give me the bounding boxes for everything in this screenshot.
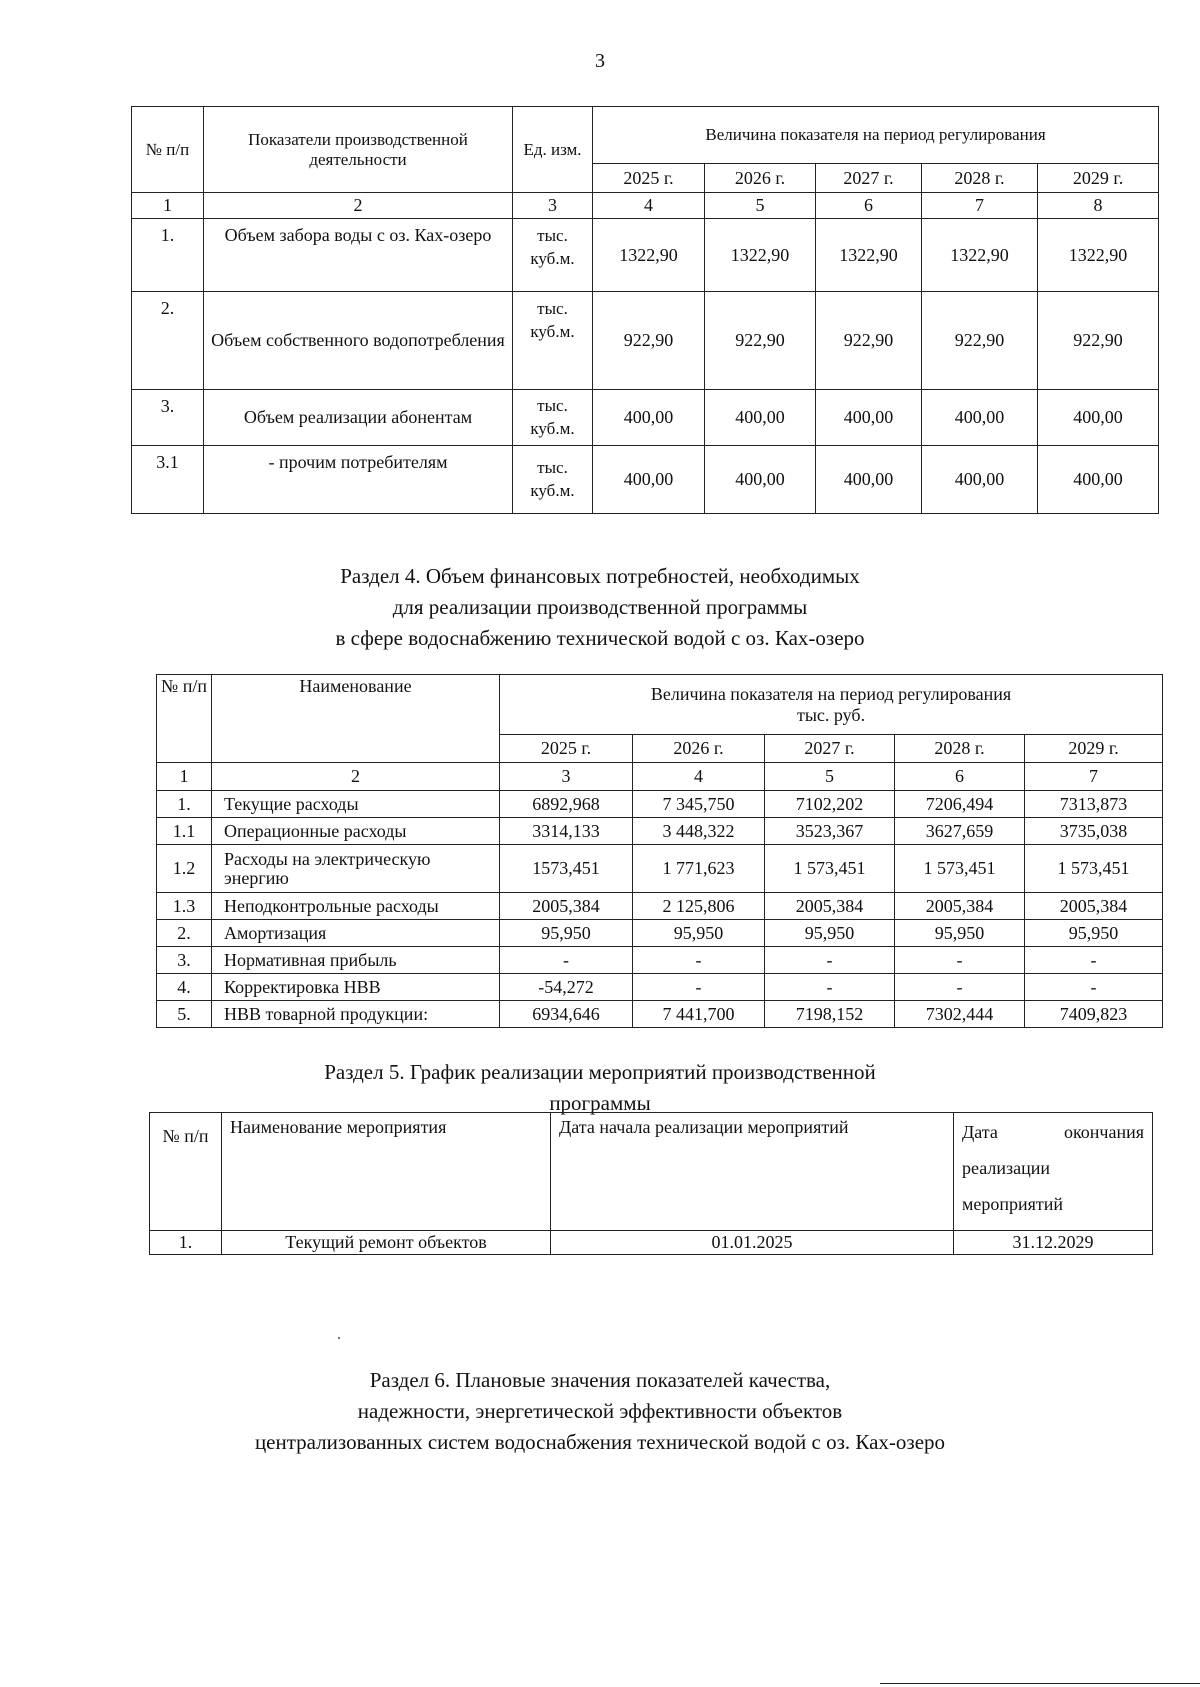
header-end-text: окончания [1063,1122,1144,1142]
heading-line: Раздел 4. Объем финансовых потребностей, необходимых [340,564,860,588]
table-row [150,1231,1153,1255]
header-name: Наименование [212,675,500,763]
header-year: 2029 г. [1038,164,1159,193]
section-4-heading [0,561,1200,654]
row-value: 922,90 [1038,292,1159,390]
header-units: тыс. руб. [796,704,866,725]
row-value: 922,90 [593,292,705,390]
row-value: - [1025,947,1163,974]
heading-line: Раздел 6. Плановые значения показателей качества, [369,1368,831,1392]
row-value: - [765,974,895,1001]
header-unit: Ед. изм. [513,107,593,193]
header-indicator: Показатели производственной деятельности [204,107,513,193]
row-value: 6934,646 [500,1001,633,1028]
row-name: Операционные расходы [212,818,500,845]
row-value: 400,00 [922,390,1038,446]
row-value: 95,950 [500,920,633,947]
row-value: 95,950 [1025,920,1163,947]
column-number: 6 [816,193,922,219]
table-row [132,292,1159,390]
row-num: 1.1 [157,818,212,845]
header-year: 2025 г. [500,735,633,763]
column-number: 4 [633,763,765,791]
table-row [157,818,1163,845]
header-end-text: Дата [962,1122,998,1142]
row-value: 3314,133 [500,818,633,845]
column-number: 3 [513,193,593,219]
row-name: Объем собственного водопотребления [204,292,513,390]
row-value: 1322,90 [593,219,705,292]
row-value: 7102,202 [765,791,895,818]
section-6-heading [0,1365,1200,1458]
table-row [157,845,1163,893]
row-value: 1573,451 [500,845,633,893]
row-value: 1322,90 [922,219,1038,292]
row-value: 400,00 [816,446,922,514]
heading-line: централизованных систем водоснабжения технической водой с оз. Ках-озеро [254,1430,946,1454]
row-value: 1 573,451 [895,845,1025,893]
column-number: 1 [132,193,204,219]
row-value: 1 573,451 [765,845,895,893]
header-year: 2026 г. [705,164,816,193]
page-number: 3 [595,50,605,72]
header-num: № п/п [150,1113,222,1231]
row-value: 7 345,750 [633,791,765,818]
column-number: 7 [922,193,1038,219]
row-num: 2. [157,920,212,947]
table-row [132,219,1159,292]
row-value: 3523,367 [765,818,895,845]
row-name: Объем забора воды с оз. Ках-озеро [204,219,513,292]
production-indicators-table [131,106,1159,514]
row-num: 1. [132,219,204,292]
row-value: 6892,968 [500,791,633,818]
row-unit: тыс. куб.м. [513,390,593,446]
row-value: 1322,90 [816,219,922,292]
row-value: - [633,974,765,1001]
row-start: 01.01.2025 [551,1231,954,1255]
row-value: 3 448,322 [633,818,765,845]
row-value: 3735,038 [1025,818,1163,845]
row-value: 400,00 [922,446,1038,514]
row-value: 2 125,806 [633,893,765,920]
row-value: 7206,494 [895,791,1025,818]
row-value: 922,90 [922,292,1038,390]
table-row [157,1001,1163,1028]
row-value: 7198,152 [765,1001,895,1028]
header-end-text: мероприятий [962,1194,1064,1214]
row-value: - [765,947,895,974]
row-name: Текущие расходы [212,791,500,818]
bottom-rule [880,1683,1200,1684]
row-value: 400,00 [1038,446,1159,514]
header-year: 2025 г. [593,164,705,193]
row-num: 1. [150,1231,222,1255]
row-value: 1 771,623 [633,845,765,893]
row-value: 7302,444 [895,1001,1025,1028]
heading-line: Раздел 5. График реализации мероприятий производственной [324,1060,876,1084]
row-num: 1.2 [157,845,212,893]
column-number: 5 [765,763,895,791]
column-number: 3 [500,763,633,791]
header-year: 2027 г. [765,735,895,763]
row-value: 400,00 [593,390,705,446]
heading-line: программы [549,1091,651,1115]
table-row [132,390,1159,446]
header-num: № п/п [157,675,212,763]
section-5-heading [0,1057,1200,1119]
row-end: 31.12.2029 [954,1231,1153,1255]
activities-schedule-table [149,1112,1153,1255]
row-name: Корректировка НВВ [212,974,500,1001]
heading-line: для реализации производственной программы [392,595,808,619]
row-name: - прочим потребителям [204,446,513,514]
row-num: 5. [157,1001,212,1028]
column-number: 6 [895,763,1025,791]
row-value: 922,90 [816,292,922,390]
header-end [954,1113,1153,1231]
row-value: - [895,947,1025,974]
row-value: 1322,90 [1038,219,1159,292]
row-value: 2005,384 [500,893,633,920]
row-value: 7 441,700 [633,1001,765,1028]
header-num: № п/п [132,107,204,193]
stray-dot [338,1337,340,1339]
header-start: Дата начала реализации мероприятий [551,1113,954,1231]
table-row [157,974,1163,1001]
row-value: 95,950 [895,920,1025,947]
row-num: 1. [157,791,212,818]
column-number: 2 [212,763,500,791]
row-num: 2. [132,292,204,390]
row-value: 400,00 [705,446,816,514]
column-number: 7 [1025,763,1163,791]
row-unit: тыс. куб.м. [513,219,593,292]
row-value: 922,90 [705,292,816,390]
row-value: 400,00 [1038,390,1159,446]
column-number: 5 [705,193,816,219]
row-value: - [500,947,633,974]
header-year: 2028 г. [922,164,1038,193]
table-row [157,920,1163,947]
row-value: 400,00 [705,390,816,446]
row-num: 3. [157,947,212,974]
column-number: 8 [1038,193,1159,219]
row-value: 7313,873 [1025,791,1163,818]
row-num: 1.3 [157,893,212,920]
row-value: - [895,974,1025,1001]
row-value: 1322,90 [705,219,816,292]
row-value: 400,00 [593,446,705,514]
row-name: НВВ товарной продукции: [212,1001,500,1028]
column-number-row [132,193,1159,219]
row-value: 2005,384 [895,893,1025,920]
header-period [500,675,1163,735]
header-year: 2027 г. [816,164,922,193]
column-number-row [157,763,1163,791]
financial-needs-table [156,674,1163,1028]
row-num: 4. [157,974,212,1001]
table-row [157,893,1163,920]
row-value: 7409,823 [1025,1001,1163,1028]
row-value: -54,272 [500,974,633,1001]
header-year: 2029 г. [1025,735,1163,763]
row-name: Нормативная прибыль [212,947,500,974]
row-name: Объем реализации абонентам [204,390,513,446]
table-row [132,446,1159,514]
heading-line: в сфере водоснабжению технической водой с оз. Ках-озеро [335,626,865,650]
row-name: Амортизация [212,920,500,947]
table-row [157,791,1163,818]
header-year: 2028 г. [895,735,1025,763]
row-unit: тыс. куб.м. [513,446,593,514]
header-period: Величина показателя на период регулирования [593,107,1159,164]
row-value: 3627,659 [895,818,1025,845]
row-name: Неподконтрольные расходы [212,893,500,920]
row-value: 2005,384 [1025,893,1163,920]
row-value: 1 573,451 [1025,845,1163,893]
header-period-text: Величина показателя на период регулирования [650,683,1012,704]
column-number: 4 [593,193,705,219]
header-name: Наименование мероприятия [222,1113,551,1231]
row-value: 95,950 [765,920,895,947]
row-name: Расходы на электрическую энергию [212,845,500,893]
heading-line: надежности, энергетической эффективности объектов [357,1399,843,1423]
table-row [157,947,1163,974]
row-value: - [633,947,765,974]
column-number: 2 [204,193,513,219]
header-year: 2026 г. [633,735,765,763]
row-value: 95,950 [633,920,765,947]
header-end-text: реализации [962,1158,1050,1178]
row-value: 2005,384 [765,893,895,920]
row-num: 3. [132,390,204,446]
row-value: 400,00 [816,390,922,446]
row-value: - [1025,974,1163,1001]
row-unit: тыс. куб.м. [513,292,593,390]
column-number: 1 [157,763,212,791]
row-name: Текущий ремонт объектов [222,1231,551,1255]
row-num: 3.1 [132,446,204,514]
